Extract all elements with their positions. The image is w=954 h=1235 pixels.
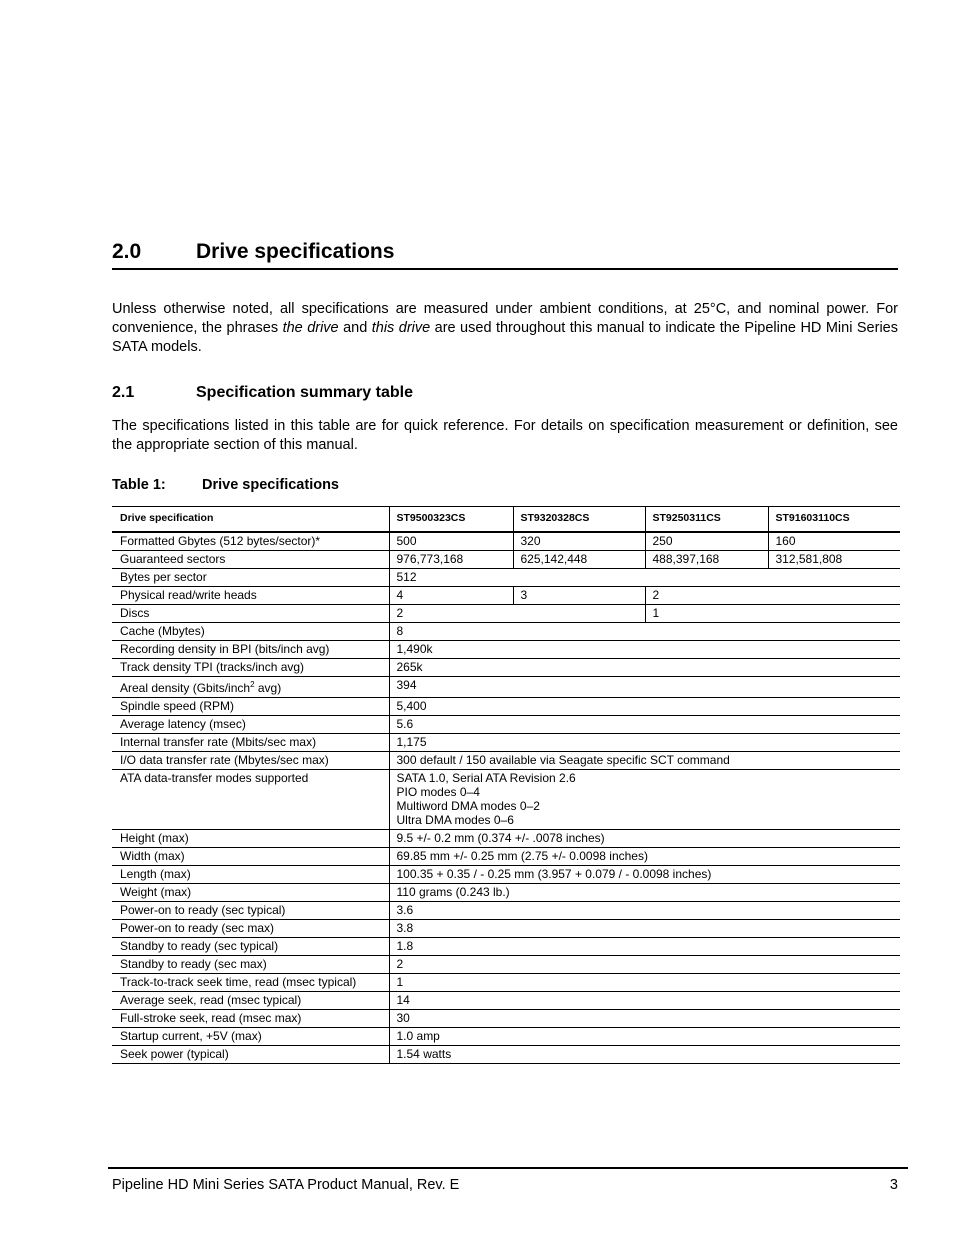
footer-rule bbox=[108, 1167, 908, 1169]
row-label: Weight (max) bbox=[112, 884, 389, 902]
row-value: 1.8 bbox=[389, 938, 900, 956]
row-label bbox=[112, 677, 389, 698]
table-row bbox=[112, 734, 900, 752]
row-label: Power-on to ready (sec max) bbox=[112, 920, 389, 938]
row-value: 160 bbox=[768, 532, 900, 551]
row-value: 1 bbox=[645, 605, 900, 623]
table-row bbox=[112, 830, 900, 848]
row-value: 976,773,168 bbox=[389, 551, 513, 569]
subsection-number: 2.1 bbox=[112, 384, 135, 401]
row-value: 110 grams (0.243 lb.) bbox=[389, 884, 900, 902]
intro-paragraph bbox=[112, 300, 898, 357]
table-row bbox=[112, 623, 900, 641]
section-heading bbox=[112, 240, 898, 270]
row-label: Track-to-track seek time, read (msec typical) bbox=[112, 974, 389, 992]
row-label: Recording density in BPI (bits/inch avg) bbox=[112, 641, 389, 659]
row-value: 300 default / 150 available via Seagate specific SCT command bbox=[389, 752, 900, 770]
table-row bbox=[112, 770, 900, 830]
intro-text-3: and bbox=[338, 320, 372, 336]
table-row bbox=[112, 1046, 900, 1064]
table-row bbox=[112, 884, 900, 902]
header-model: ST9500323CS bbox=[389, 507, 513, 533]
table-row bbox=[112, 848, 900, 866]
row-label: Width (max) bbox=[112, 848, 389, 866]
row-value: 14 bbox=[389, 992, 900, 1010]
row-value-line: Multiword DMA modes 0–2 bbox=[396, 799, 540, 813]
row-value: 4 bbox=[389, 587, 513, 605]
row-label: Standby to ready (sec typical) bbox=[112, 938, 389, 956]
row-value: 512 bbox=[389, 569, 900, 587]
row-label: Full-stroke seek, read (msec max) bbox=[112, 1010, 389, 1028]
row-value: 312,581,808 bbox=[768, 551, 900, 569]
row-label: Average seek, read (msec typical) bbox=[112, 992, 389, 1010]
row-value: 3.6 bbox=[389, 902, 900, 920]
table-caption-number: Table 1: bbox=[112, 477, 166, 493]
row-label: Formatted Gbytes (512 bytes/sector)* bbox=[112, 532, 389, 551]
header-model: ST9250311CS bbox=[645, 507, 768, 533]
row-label: Spindle speed (RPM) bbox=[112, 698, 389, 716]
row-label: Physical read/write heads bbox=[112, 587, 389, 605]
row-label-text: Areal density (Gbits/inch bbox=[120, 681, 251, 695]
table-caption-title: Drive specifications bbox=[202, 477, 339, 493]
row-label: Standby to ready (sec max) bbox=[112, 956, 389, 974]
table-row bbox=[112, 992, 900, 1010]
row-value-line: Ultra DMA modes 0–6 bbox=[396, 813, 514, 827]
table-row bbox=[112, 659, 900, 677]
table-row bbox=[112, 866, 900, 884]
row-value bbox=[389, 770, 900, 830]
table-row bbox=[112, 698, 900, 716]
row-value: 1,490k bbox=[389, 641, 900, 659]
row-label: Length (max) bbox=[112, 866, 389, 884]
section-number: 2.0 bbox=[112, 240, 142, 263]
table-row bbox=[112, 587, 900, 605]
header-model: ST9320328CS bbox=[513, 507, 645, 533]
row-label-superscript: 2 bbox=[250, 680, 255, 689]
table-row bbox=[112, 641, 900, 659]
row-value: 9.5 +/- 0.2 mm (0.374 +/- .0078 inches) bbox=[389, 830, 900, 848]
row-value: 30 bbox=[389, 1010, 900, 1028]
intro-text-1: Unless otherwise noted, all specifications are measured under ambient conditions, at 25°C, and nominal power. For convenience, the phrases bbox=[112, 301, 898, 336]
row-value: 2 bbox=[389, 956, 900, 974]
row-label: Startup current, +5V (max) bbox=[112, 1028, 389, 1046]
row-value: 1 bbox=[389, 974, 900, 992]
subsection-heading bbox=[112, 384, 413, 402]
row-value: 3 bbox=[513, 587, 645, 605]
table-row bbox=[112, 677, 900, 698]
intro-text-2: the drive bbox=[282, 320, 339, 336]
row-value: 488,397,168 bbox=[645, 551, 768, 569]
header-spec-label: Drive specification bbox=[112, 507, 389, 533]
intro-text-5: are used throughout this manual to indicate the Pipeline HD Mini Series SATA models. bbox=[112, 320, 898, 355]
table-row bbox=[112, 956, 900, 974]
table-row bbox=[112, 902, 900, 920]
row-label: Track density TPI (tracks/inch avg) bbox=[112, 659, 389, 677]
subsection-title: Specification summary table bbox=[196, 384, 413, 401]
row-value: 265k bbox=[389, 659, 900, 677]
table-row bbox=[112, 716, 900, 734]
section-title: Drive specifications bbox=[196, 240, 395, 263]
table-caption bbox=[112, 477, 339, 493]
table-row bbox=[112, 920, 900, 938]
table-row bbox=[112, 938, 900, 956]
row-value: 500 bbox=[389, 532, 513, 551]
row-value: 8 bbox=[389, 623, 900, 641]
row-value: 2 bbox=[645, 587, 900, 605]
table-row bbox=[112, 551, 900, 569]
table-row bbox=[112, 752, 900, 770]
row-value-line: SATA 1.0, Serial ATA Revision 2.6 bbox=[396, 771, 576, 785]
row-value: 100.35 + 0.35 / - 0.25 mm (3.957 + 0.079 / - 0.0098 inches) bbox=[389, 866, 900, 884]
page-number: 3 bbox=[889, 1177, 898, 1193]
table-row bbox=[112, 532, 900, 551]
row-value: 1,175 bbox=[389, 734, 900, 752]
row-value: 2 bbox=[389, 605, 645, 623]
row-value: 394 bbox=[389, 677, 900, 698]
footer bbox=[112, 1177, 898, 1193]
row-value: 69.85 mm +/- 0.25 mm (2.75 +/- 0.0098 inches) bbox=[389, 848, 900, 866]
table-row bbox=[112, 1010, 900, 1028]
spec-table bbox=[112, 506, 900, 1064]
row-label: Seek power (typical) bbox=[112, 1046, 389, 1064]
row-label: Bytes per sector bbox=[112, 569, 389, 587]
row-value: 625,142,448 bbox=[513, 551, 645, 569]
row-value: 320 bbox=[513, 532, 645, 551]
subsection-paragraph: The specifications listed in this table are for quick reference. For details on specification measurement or definition, see the appropriate section of this manual. bbox=[112, 418, 898, 453]
row-label: I/O data transfer rate (Mbytes/sec max) bbox=[112, 752, 389, 770]
row-value: 250 bbox=[645, 532, 768, 551]
table-row bbox=[112, 605, 900, 623]
row-label: Internal transfer rate (Mbits/sec max) bbox=[112, 734, 389, 752]
row-value: 5,400 bbox=[389, 698, 900, 716]
header-model: ST91603110CS bbox=[768, 507, 900, 533]
table-header-row bbox=[112, 507, 900, 533]
row-value: 1.54 watts bbox=[389, 1046, 900, 1064]
row-value-line: PIO modes 0–4 bbox=[396, 785, 480, 799]
row-label: Guaranteed sectors bbox=[112, 551, 389, 569]
row-label-text: avg) bbox=[254, 681, 282, 695]
row-value: 1.0 amp bbox=[389, 1028, 900, 1046]
table-row bbox=[112, 569, 900, 587]
row-label: Average latency (msec) bbox=[112, 716, 389, 734]
row-label: ATA data-transfer modes supported bbox=[112, 770, 389, 830]
footer-title: Pipeline HD Mini Series SATA Product Manual, Rev. E bbox=[112, 1177, 460, 1193]
row-value: 5.6 bbox=[389, 716, 900, 734]
row-label: Power-on to ready (sec typical) bbox=[112, 902, 389, 920]
row-label: Height (max) bbox=[112, 830, 389, 848]
table-row bbox=[112, 1028, 900, 1046]
row-label: Cache (Mbytes) bbox=[112, 623, 389, 641]
row-value: 3.8 bbox=[389, 920, 900, 938]
table-row bbox=[112, 974, 900, 992]
row-label: Discs bbox=[112, 605, 389, 623]
intro-text-4: this drive bbox=[371, 320, 431, 336]
